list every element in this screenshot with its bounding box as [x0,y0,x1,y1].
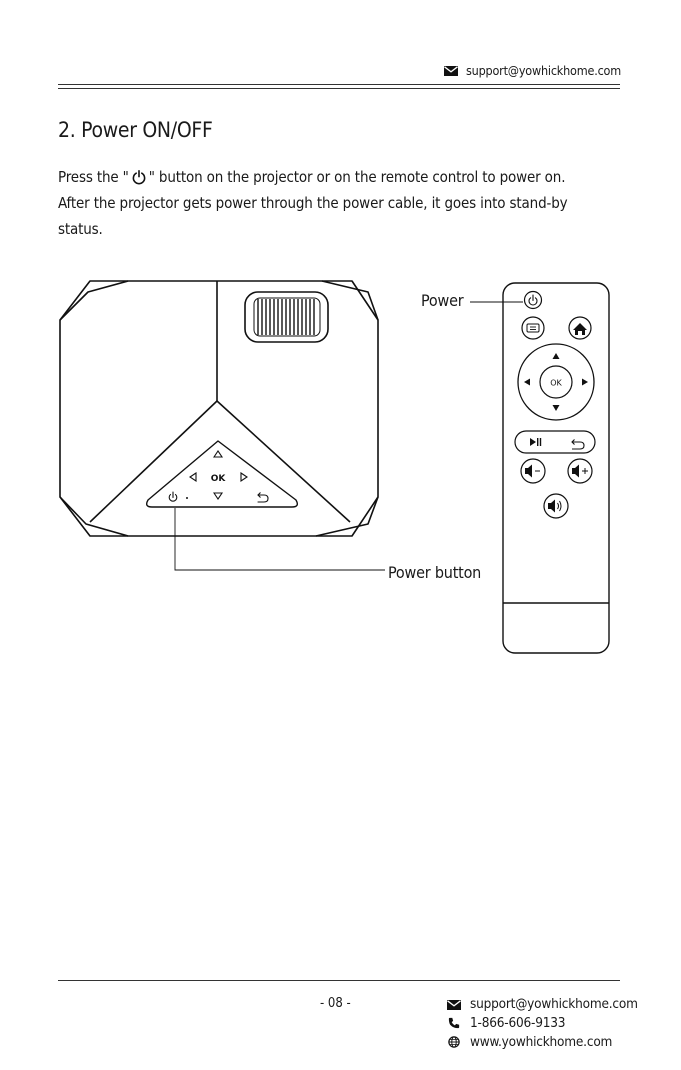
remote-play-back-bar [515,431,595,453]
remote-mute-icon [548,500,555,513]
globe-icon [447,1036,461,1048]
projector-down-icon [214,493,222,499]
projector-right-icon [241,473,247,481]
footer-website-text: www.yowhickhome.com [470,1034,613,1050]
projector-ok-label: OK [210,474,226,484]
page-number: - 08 - [320,996,351,1011]
footer-email-text: support@yowhickhome.com [470,996,638,1012]
remote-volume-up-icon [572,465,579,478]
section-title: 2. Power ON/OFF [58,118,213,142]
footer-rule [58,980,620,981]
projector-lens-grille [245,292,328,342]
remote-volume-down-button [521,459,545,483]
projector-power-callout: Power button [388,563,482,582]
body-line-2: After the projector gets power through the power cable, it goes into stand-by [58,194,568,212]
remote-volume-up-button [568,459,592,483]
footer-phone [447,1015,565,1031]
projector-left-icon [190,473,196,481]
footer-email [447,996,638,1012]
remote-ok-label: OK [550,378,562,388]
remote-menu-button [522,317,544,339]
phone-icon [447,1017,461,1029]
remote-down-icon [553,405,560,411]
remote-control [503,283,609,653]
projector-power-icon [169,492,177,501]
projector-up-icon [214,451,222,457]
remote-menu-icon [527,324,539,332]
remote-power-callout: Power [421,291,464,310]
footer-website [447,1034,612,1050]
body-line-1-start: Press the " [58,168,129,186]
envelope-icon [447,1000,461,1010]
remote-volume-down-icon [525,465,532,478]
remote-mute-button [544,494,568,518]
projector-back-icon [258,493,268,503]
projector-callout-line [175,508,385,570]
remote-up-icon [553,353,560,359]
footer-phone-text: 1-866-606-9133 [470,1015,566,1031]
header-email-text: support@yowhickhome.com [466,63,621,78]
remote-play-pause-icon [530,438,536,446]
remote-left-icon [524,379,530,386]
remote-right-icon [582,379,588,386]
body-line-1-end: " button on the projector or on the remote control to power on. [148,168,566,186]
body-line-3: status. [58,220,103,238]
remote-home-icon [573,323,587,335]
